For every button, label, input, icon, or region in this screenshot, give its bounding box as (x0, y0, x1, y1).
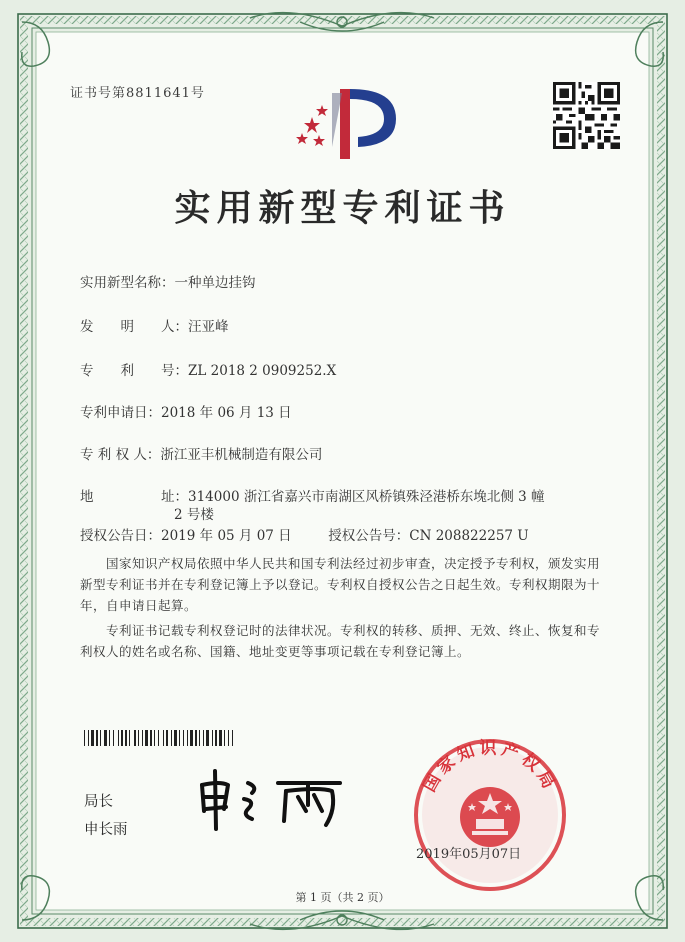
body-paragraph-2: 专利证书记载专利权登记时的法律状况。专利权的转移、质押、无效、终止、恢复和专利权人的姓名或名称、国籍、地址变更等事项记载在专利登记簿上。 (80, 623, 601, 659)
certificate-number: 证书号第8811641号 (70, 86, 205, 101)
field-address (80, 485, 545, 505)
barcode-bar (84, 730, 85, 746)
field-patentee (80, 443, 322, 463)
field-label: 专 利 号： (80, 363, 188, 379)
field-inventor (80, 315, 229, 335)
page-indicator: 第 1 页（共 2 页） (295, 891, 390, 904)
barcode-bar (88, 730, 89, 746)
barcode-bar (224, 730, 225, 746)
field-value: 2019 年 05 月 07 日 (161, 528, 292, 544)
seal-text: 国家知识产权局 (419, 738, 561, 796)
field-patent-number (80, 359, 336, 379)
barcode-bar (134, 730, 136, 746)
field-label: 地 址： (80, 489, 188, 505)
barcode-bar (206, 730, 209, 746)
field-label: 发 明 人： (80, 319, 188, 335)
barcode-bar (215, 730, 217, 746)
barcode-bar (138, 730, 139, 746)
barcode-bar (125, 730, 127, 746)
barcode-bar (199, 730, 200, 746)
barcode-bar (129, 730, 130, 746)
barcode-bar (145, 730, 148, 746)
barcode-bar (171, 730, 172, 746)
barcode-bar (190, 730, 193, 746)
field-label: 专利申请日： (80, 405, 161, 421)
qr-code (553, 82, 620, 149)
barcode-bar (109, 730, 110, 746)
certificate-title: 实用新型专利证书 (174, 187, 511, 229)
field-value: ZL 2018 2 0909252.X (188, 363, 337, 379)
barcode-bar (228, 730, 229, 746)
barcode-bar (212, 730, 213, 746)
seal-date: 2019年05月07日 (416, 847, 522, 862)
field-label: 授权公告日： (80, 528, 161, 544)
barcode-bar (104, 730, 107, 746)
barcode-bar (100, 730, 101, 746)
barcode-bar (219, 730, 222, 746)
barcode-bar (179, 730, 180, 746)
body-paragraph-1: 国家知识产权局依照中华人民共和国专利法经过初步审查，决定授予专利权，颁发实用新型专利证书并在专利登记簿上予以登记。专利权自授权公告之日起生效。专利权期限为十年，自申请日起算。 (80, 556, 601, 613)
barcode-bar (96, 730, 98, 746)
barcode-bar (174, 730, 177, 746)
field-address-line2: 2 号楼 (174, 507, 214, 523)
barcode (84, 730, 334, 746)
official-red-seal (410, 735, 570, 895)
barcode-bar (118, 730, 119, 746)
field-label: 授权公告号： (328, 528, 410, 544)
barcode-bar (183, 730, 184, 746)
barcode-bar (150, 730, 152, 746)
field-filing-date (80, 401, 292, 421)
barcode-bar (154, 730, 155, 746)
barcode-bar (203, 730, 204, 746)
field-label: 专 利 权 人： (80, 447, 161, 463)
barcode-bar (163, 730, 164, 746)
field-utility-model-name (80, 271, 256, 291)
field-value: 2018 年 06 月 13 日 (161, 405, 292, 421)
field-value: CN 208822257 U (409, 528, 529, 544)
barcode-bar (158, 730, 159, 746)
field-label: 实用新型名称： (80, 275, 175, 291)
signatory-name: 申长雨 (84, 822, 128, 838)
field-value: 浙江亚丰机械制造有限公司 (160, 447, 323, 463)
barcode-bar (121, 730, 123, 746)
barcode-bar (166, 730, 168, 746)
barcode-bar (195, 730, 197, 746)
handwritten-signature (190, 763, 350, 833)
field-value: 314000 浙江省嘉兴市南湖区风桥镇殊泾港桥东堍北侧 3 幢 (188, 489, 545, 505)
field-value: 一种单边挂钩 (174, 275, 256, 291)
barcode-bar (91, 730, 94, 746)
barcode-bar (113, 730, 114, 746)
patent-office-logo (292, 83, 402, 163)
field-value: 汪亚峰 (188, 319, 229, 335)
barcode-bar (142, 730, 143, 746)
field-grant-date (80, 524, 529, 544)
barcode-bar (232, 730, 233, 746)
barcode-bar (187, 730, 188, 746)
signatory-title: 局长 (84, 794, 113, 810)
